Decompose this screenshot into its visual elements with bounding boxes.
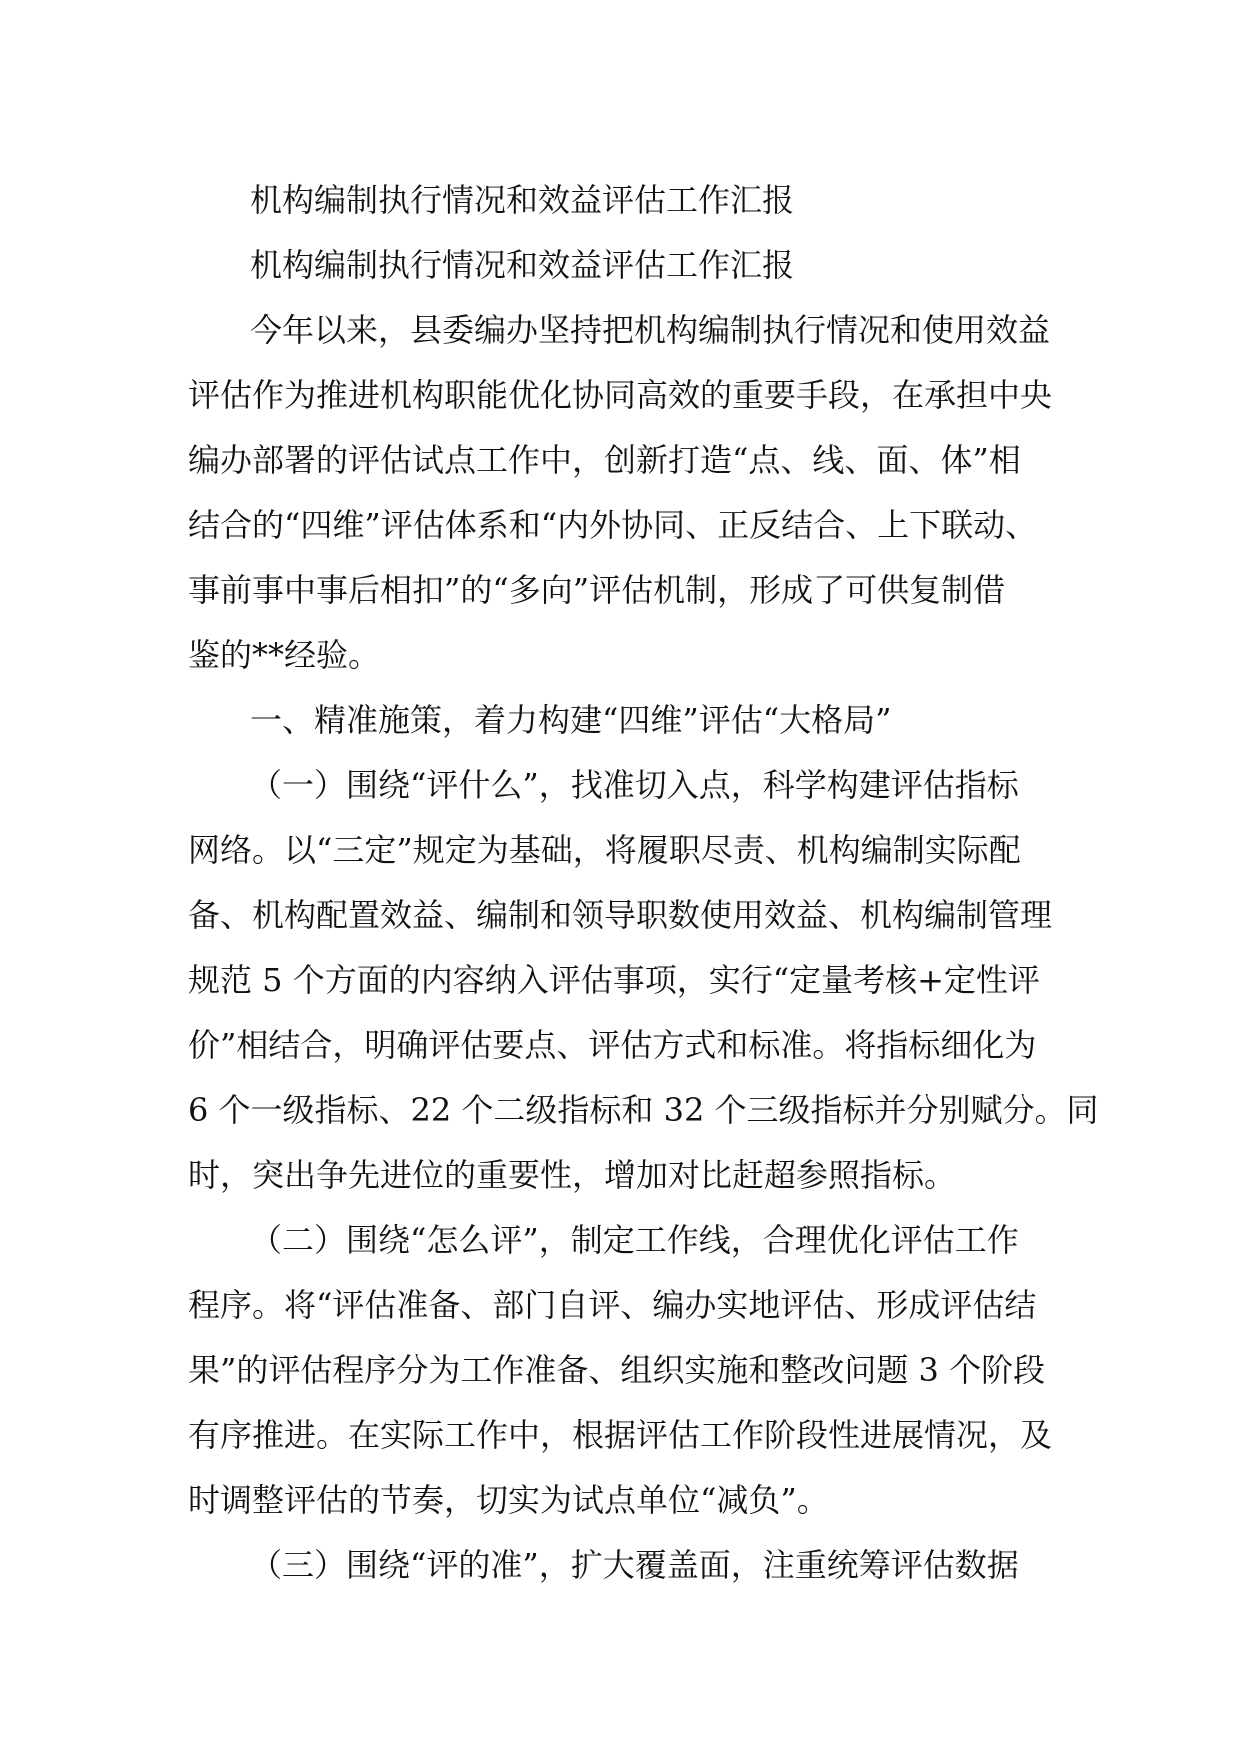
body-line: 今年以来，县委编办坚持把机构编制执行情况和使用效益 bbox=[250, 311, 1051, 349]
body-line: （三）围绕“评的准”，扩大覆盖面，注重统筹评估数据 bbox=[250, 1546, 1019, 1584]
body-line: 6 个一级指标、22 个二级指标和 32 个三级指标并分别赋分。同 bbox=[188, 1091, 1099, 1129]
body-line: 结合的“四维”评估体系和“内外协同、正反结合、上下联动、 bbox=[188, 506, 1038, 544]
body-line: 网络。以“三定”规定为基础，将履职尽责、机构编制实际配 bbox=[188, 831, 1021, 869]
section-heading: 一、精准施策，着力构建“四维”评估“大格局” bbox=[250, 701, 892, 739]
body-line: 备、机构配置效益、编制和领导职数使用效益、机构编制管理 bbox=[188, 896, 1053, 934]
body-line: 果”的评估程序分为工作准备、组织实施和整改问题 3 个阶段 bbox=[188, 1351, 1046, 1389]
body-line: 评估作为推进机构职能优化协同高效的重要手段，在承担中央 bbox=[188, 376, 1053, 414]
document-title: 机构编制执行情况和效益评估工作汇报 bbox=[250, 181, 795, 219]
document-subtitle: 机构编制执行情况和效益评估工作汇报 bbox=[250, 246, 795, 284]
body-line: 鉴的**经验。 bbox=[188, 636, 381, 674]
body-line: 价”相结合，明确评估要点、评估方式和标准。将指标细化为 bbox=[188, 1026, 1037, 1064]
document-body bbox=[188, 298, 1099, 1598]
body-line: （二）围绕“怎么评”，制定工作线，合理优化评估工作 bbox=[250, 1221, 1019, 1259]
body-line: 有序推进。在实际工作中，根据评估工作阶段性进展情况，及 bbox=[188, 1416, 1053, 1454]
body-line: 事前事中事后相扣”的“多向”评估机制，形成了可供复制借 bbox=[188, 571, 1006, 609]
body-line: 程序。将“评估准备、部门自评、编办实地评估、形成评估结 bbox=[188, 1286, 1037, 1324]
body-line: 规范 5 个方面的内容纳入评估事项，实行“定量考核+定性评 bbox=[188, 961, 1040, 999]
document-page bbox=[188, 168, 1099, 1598]
body-line: 编办部署的评估试点工作中，创新打造“点、线、面、体”相 bbox=[188, 441, 1021, 479]
body-line: （一）围绕“评什么”，找准切入点，科学构建评估指标 bbox=[250, 766, 1019, 804]
body-line: 时，突出争先进位的重要性，增加对比赶超参照指标。 bbox=[188, 1156, 957, 1194]
body-line: 时调整评估的节奏，切实为试点单位“减负”。 bbox=[188, 1481, 829, 1519]
